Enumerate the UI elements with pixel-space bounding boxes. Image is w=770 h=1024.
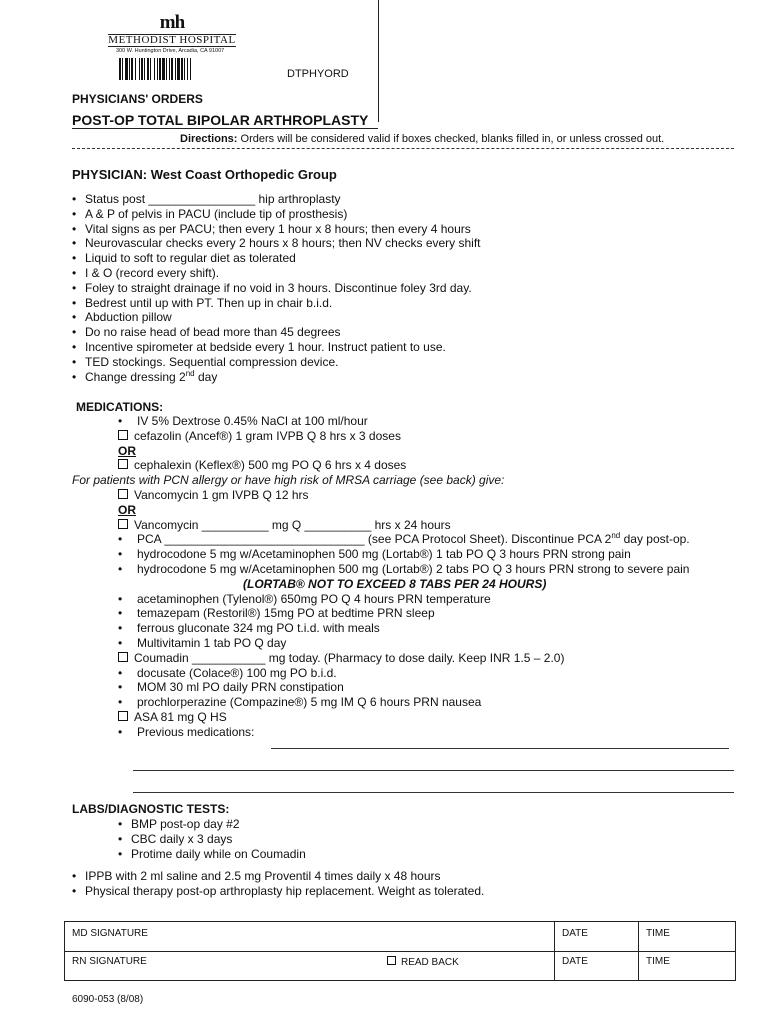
bullet-icon: • xyxy=(118,606,123,621)
bullet-icon: • xyxy=(118,695,123,710)
list-item: • I & O (record every shift). xyxy=(72,265,220,280)
read-back-label: READ BACK xyxy=(401,957,459,968)
list-item: • Abduction pillow xyxy=(72,310,172,325)
bullet-icon: • xyxy=(118,831,123,846)
rn-signature-row xyxy=(65,951,735,980)
bullet-icon: • xyxy=(118,621,123,636)
time-column-divider xyxy=(638,922,639,980)
directions-label: Directions: xyxy=(180,133,238,145)
hospital-logo xyxy=(108,14,236,55)
list-item: • A & P of pelvis in PACU (include tip of prosthesis) xyxy=(72,206,348,221)
hospital-name: METHODIST HOSPITAL xyxy=(108,34,236,46)
list-item xyxy=(118,503,690,518)
hospital-address: 300 W. Huntington Drive, Arcadia, CA 91007 xyxy=(116,48,225,54)
list-item: • temazepam (Restoril®) 15mg PO at bedtime PRN sleep xyxy=(118,606,435,621)
bullet-icon: • xyxy=(72,369,77,384)
md-signature-row xyxy=(65,922,735,952)
labs-heading: LABS/DIAGNOSTIC TESTS: xyxy=(72,802,230,816)
pcn-note: For patients with PCN allergy or have high risk of MRSA carriage (see back) give: xyxy=(72,473,505,488)
bullet-icon: • xyxy=(72,295,77,310)
or-label: OR xyxy=(118,502,136,517)
bullet-icon: • xyxy=(72,192,77,206)
bullet-icon: • xyxy=(72,251,77,266)
bullet-icon: • xyxy=(72,339,77,354)
bullet-icon: • xyxy=(118,547,123,562)
list-item[interactable]: cefazolin (Ancef®) 1 gram IVPB Q 8 hrs x 3 doses xyxy=(118,429,690,444)
logo-mark: mh xyxy=(159,12,185,33)
form-code: DTPHYORD xyxy=(287,68,349,80)
bullet-icon: • xyxy=(118,635,123,650)
or-label: OR xyxy=(118,443,136,458)
date-column-divider xyxy=(554,922,555,980)
physician-heading: PHYSICIAN: West Coast Orthopedic Group xyxy=(72,167,337,182)
list-item: • prochlorperazine (Compazine®) 5 mg IM Q 6 hours PRN nausea xyxy=(118,695,482,710)
checkbox-icon[interactable] xyxy=(387,956,396,965)
list-item xyxy=(72,473,690,488)
form-number: 6090-053 (8/08) xyxy=(72,994,144,1005)
list-item: • TED stockings. Sequential compression device. xyxy=(72,354,339,369)
lortab-warning: (LORTAB® NOT TO EXCEED 8 TABS PER 24 HOURS) xyxy=(243,576,547,591)
final-orders-list xyxy=(72,869,484,899)
medications-list xyxy=(72,414,690,740)
list-item: • Do no raise head of bead more than 45 degrees xyxy=(72,325,341,340)
list-item: • PCA ______________________________ (see PCA Protocol Sheet). Discontinue PCA 2nd day post-op. xyxy=(118,531,690,547)
bullet-icon: • xyxy=(118,680,123,695)
list-item[interactable]: Coumadin ___________ mg today. (Pharmacy to dose daily. Keep INR 1.5 – 2.0) xyxy=(118,651,690,666)
medications-heading: MEDICATIONS: xyxy=(76,400,164,414)
list-item: • hydrocodone 5 mg w/Acetaminophen 500 mg (Lortab®) 1 tab PO Q 3 hours PRN strong pain xyxy=(118,547,631,562)
list-item: • Foley to straight drainage if no void in 3 hours. Discontinue foley 3rd day. xyxy=(72,280,472,295)
previous-medications-line-2[interactable] xyxy=(133,770,734,771)
bullet-icon: • xyxy=(118,532,123,547)
list-item: • Physical therapy post-op arthroplasty hip replacement. Weight as tolerated. xyxy=(72,883,485,898)
labs-list xyxy=(118,817,306,861)
list-item: • BMP post-op day #2 xyxy=(118,817,240,831)
list-item xyxy=(118,577,690,592)
list-item: • acetaminophen (Tylenol®) 650mg PO Q 4 hours PRN temperature xyxy=(118,591,491,606)
list-item[interactable]: Vancomycin __________ mg Q __________ hrs x 24 hours xyxy=(118,518,690,533)
checkbox-icon[interactable] xyxy=(118,519,128,529)
list-item[interactable]: cephalexin (Keflex®) 500 mg PO Q 6 hrs x 4 doses xyxy=(118,458,690,473)
barcode-icon xyxy=(119,58,232,80)
bullet-icon: • xyxy=(72,354,77,369)
bullet-icon: • xyxy=(72,206,77,221)
date-label: DATE xyxy=(562,928,588,939)
checkbox-icon[interactable] xyxy=(118,652,128,662)
list-item: • ferrous gluconate 324 mg PO t.i.d. with meals xyxy=(118,621,380,636)
title-underline xyxy=(72,128,378,129)
checkbox-icon[interactable] xyxy=(118,430,128,440)
section-label: PHYSICIANS' ORDERS xyxy=(72,92,203,106)
list-item: • CBC daily x 3 days xyxy=(118,831,233,846)
list-item: • Multivitamin 1 tab PO Q day xyxy=(118,635,287,650)
bullet-icon: • xyxy=(118,561,123,576)
list-item: • Previous medications: xyxy=(118,724,255,739)
signature-table xyxy=(64,921,736,981)
bullet-icon: • xyxy=(72,221,77,236)
list-item: • Liquid to soft to regular diet as tolerated xyxy=(72,251,296,266)
directions-divider xyxy=(72,148,734,149)
bullet-icon: • xyxy=(72,883,77,898)
checkbox-icon[interactable] xyxy=(118,489,128,499)
bullet-icon: • xyxy=(72,280,77,295)
list-item: • IPPB with 2 ml saline and 2.5 mg Proventil 4 times daily x 48 hours xyxy=(72,869,441,883)
list-item: • Incentive spirometer at bedside every 1 hour. Instruct patient to use. xyxy=(72,339,446,354)
list-item: • docusate (Colace®) 100 mg PO b.i.d. xyxy=(118,665,337,680)
bullet-icon: • xyxy=(72,265,77,280)
bullet-icon: • xyxy=(72,869,77,883)
checkbox-icon[interactable] xyxy=(118,711,128,721)
list-item xyxy=(118,444,690,459)
orders-list xyxy=(72,192,481,384)
bullet-icon: • xyxy=(72,325,77,340)
list-item: • Neurovascular checks every 2 hours x 8 hours; then NV checks every shift xyxy=(72,236,481,251)
list-item[interactable]: Vancomycin 1 gm IVPB Q 12 hrs xyxy=(118,488,690,503)
date-label: DATE xyxy=(562,956,588,967)
bullet-icon: • xyxy=(118,817,123,831)
previous-medications-line[interactable] xyxy=(271,748,729,749)
directions-text: Orders will be considered valid if boxes checked, blanks filled in, or unless crossed out. xyxy=(237,133,665,145)
time-label: TIME xyxy=(646,956,670,967)
bullet-icon: • xyxy=(118,724,123,739)
md-signature-label: MD SIGNATURE xyxy=(72,928,148,939)
list-item: • Status post ________________ hip arthroplasty xyxy=(72,192,341,206)
list-item: • MOM 30 ml PO daily PRN constipation xyxy=(118,680,344,695)
page-title: POST-OP TOTAL BIPOLAR ARTHROPLASTY xyxy=(72,112,369,128)
time-label: TIME xyxy=(646,928,670,939)
bullet-icon: • xyxy=(118,665,123,680)
list-item: • Protime daily while on Coumadin xyxy=(118,846,306,861)
bullet-icon: • xyxy=(118,591,123,606)
bullet-icon: • xyxy=(118,846,123,861)
bullet-icon: • xyxy=(72,310,77,325)
header-divider xyxy=(378,0,379,122)
list-item: • Vital signs as per PACU; then every 1 hour x 8 hours; then every 4 hours xyxy=(72,221,471,236)
rn-signature-label: RN SIGNATURE xyxy=(72,956,147,967)
bullet-icon: • xyxy=(72,236,77,251)
previous-medications-line-3[interactable] xyxy=(133,792,734,793)
read-back-checkbox[interactable] xyxy=(387,956,459,985)
checkbox-icon[interactable] xyxy=(118,459,128,469)
list-item: • IV 5% Dextrose 0.45% NaCl at 100 ml/hour xyxy=(118,414,368,428)
list-item: • Bedrest until up with PT. Then up in chair b.i.d. xyxy=(72,295,333,310)
list-item: • hydrocodone 5 mg w/Acetaminophen 500 mg (Lortab®) 2 tabs PO Q 3 hours PRN strong to severe pain xyxy=(118,561,690,576)
directions xyxy=(180,133,664,145)
list-item[interactable]: ASA 81 mg Q HS xyxy=(118,710,690,725)
bullet-icon: • xyxy=(118,414,123,428)
list-item: • Change dressing 2nd day xyxy=(72,368,218,384)
